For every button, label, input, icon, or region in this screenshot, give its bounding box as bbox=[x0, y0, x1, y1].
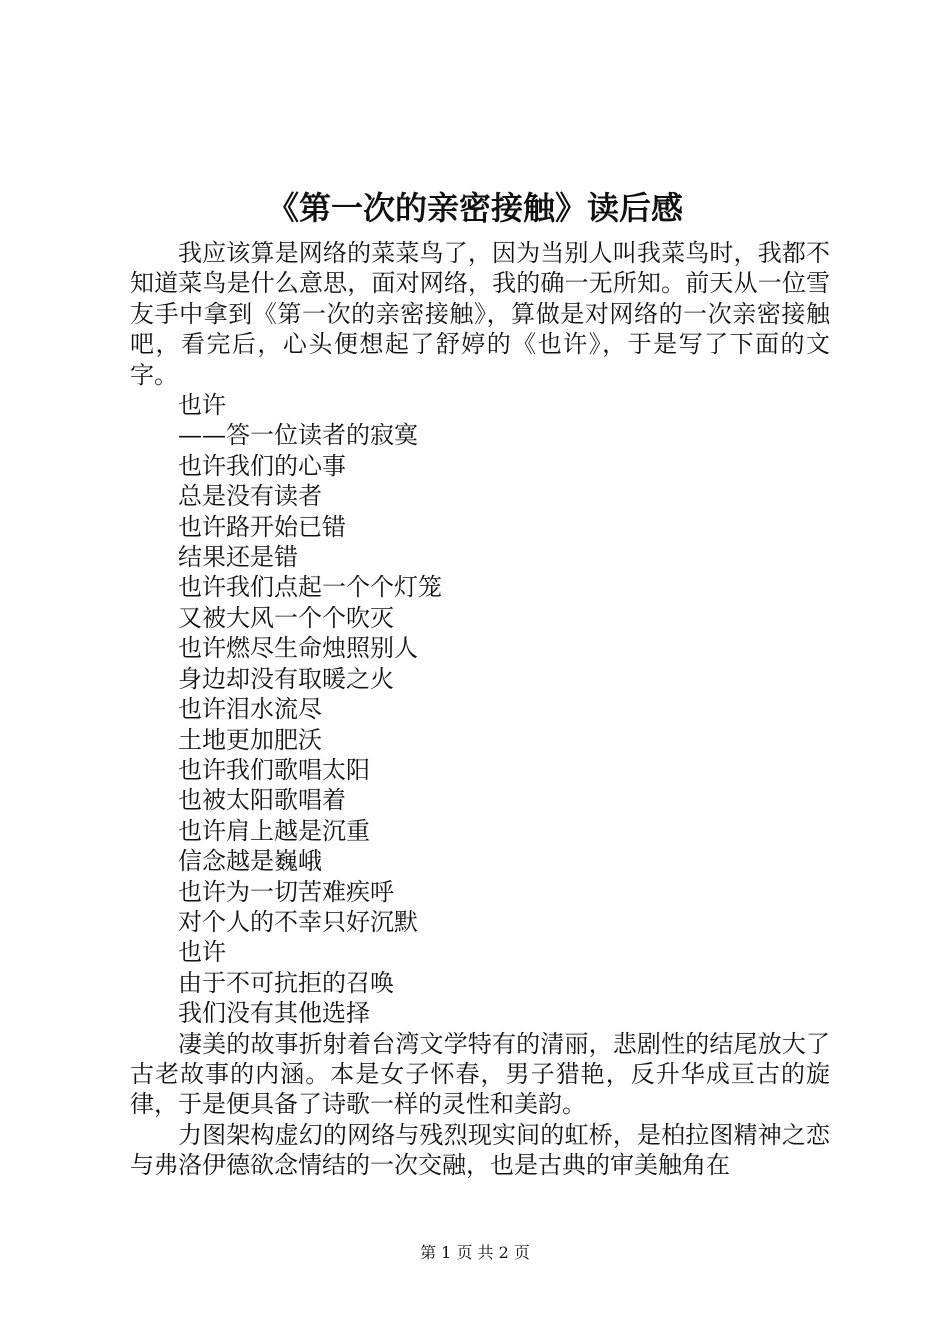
poem-line: 也许路开始已错 bbox=[178, 512, 346, 541]
page-number-footer: 第 1 页 共 2 页 bbox=[420, 1243, 530, 1262]
poem-line: 也许 bbox=[178, 391, 226, 420]
document-body bbox=[130, 238, 830, 1181]
poem-line: 也许为一切苦难疾呼 bbox=[178, 877, 394, 906]
paragraph-3: 力图架构虚幻的网络与残烈现实间的虹桥，是柏拉图精神之恋与弗洛伊德欲念情结的一次交融，也是古典的审美触角在 bbox=[130, 1120, 830, 1180]
poem-line: 总是没有读者 bbox=[178, 482, 322, 511]
poem-line: 也许泪水流尽 bbox=[178, 695, 322, 724]
poem-line: 对个人的不幸只好沉默 bbox=[178, 907, 418, 936]
poem-line: 身边却没有取暖之火 bbox=[178, 664, 394, 693]
poem-line: 结果还是错 bbox=[178, 543, 298, 572]
poem-line: 我们没有其他选择 bbox=[178, 999, 370, 1028]
poem-line: 也许 bbox=[178, 938, 226, 967]
poem-line: 也许我们歌唱太阳 bbox=[178, 755, 370, 784]
poem-line: 又被大风一个个吹灭 bbox=[178, 603, 394, 632]
poem-block bbox=[130, 390, 830, 1029]
poem-line: 也许燃尽生命烛照别人 bbox=[178, 634, 418, 663]
poem-line: 信念越是巍峨 bbox=[178, 847, 322, 876]
poem-line: 也许肩上越是沉重 bbox=[178, 816, 370, 845]
poem-line: 也被太阳歌唱着 bbox=[178, 786, 346, 815]
poem-line: 也许我们点起一个个灯笼 bbox=[178, 573, 442, 602]
poem-line: 由于不可抗拒的召唤 bbox=[178, 968, 394, 997]
document-title: 《第一次的亲密接触》读后感 bbox=[266, 189, 683, 227]
poem-line: 也许我们的心事 bbox=[178, 451, 346, 480]
paragraph-2: 凄美的故事折射着台湾文学特有的清丽，悲剧性的结尾放大了古老故事的内涵。本是女子怀春，男子猎艳，反升华成亘古的旋律，于是便具备了诗歌一样的灵性和美韵。 bbox=[130, 1029, 830, 1119]
poem-line: ——答一位读者的寂寞 bbox=[178, 421, 418, 450]
poem-line: 土地更加肥沃 bbox=[178, 725, 322, 754]
intro-paragraph: 我应该算是网络的菜菜鸟了，因为当别人叫我菜鸟时，我都不知道菜鸟是什么意思，面对网络，我的确一无所知。前天从一位雪友手中拿到《第一次的亲密接触》，算做是对网络的一次亲密接触吧，看完后，心头便想起了舒婷的《也许》，于是写了下面的文字。 bbox=[130, 239, 830, 389]
